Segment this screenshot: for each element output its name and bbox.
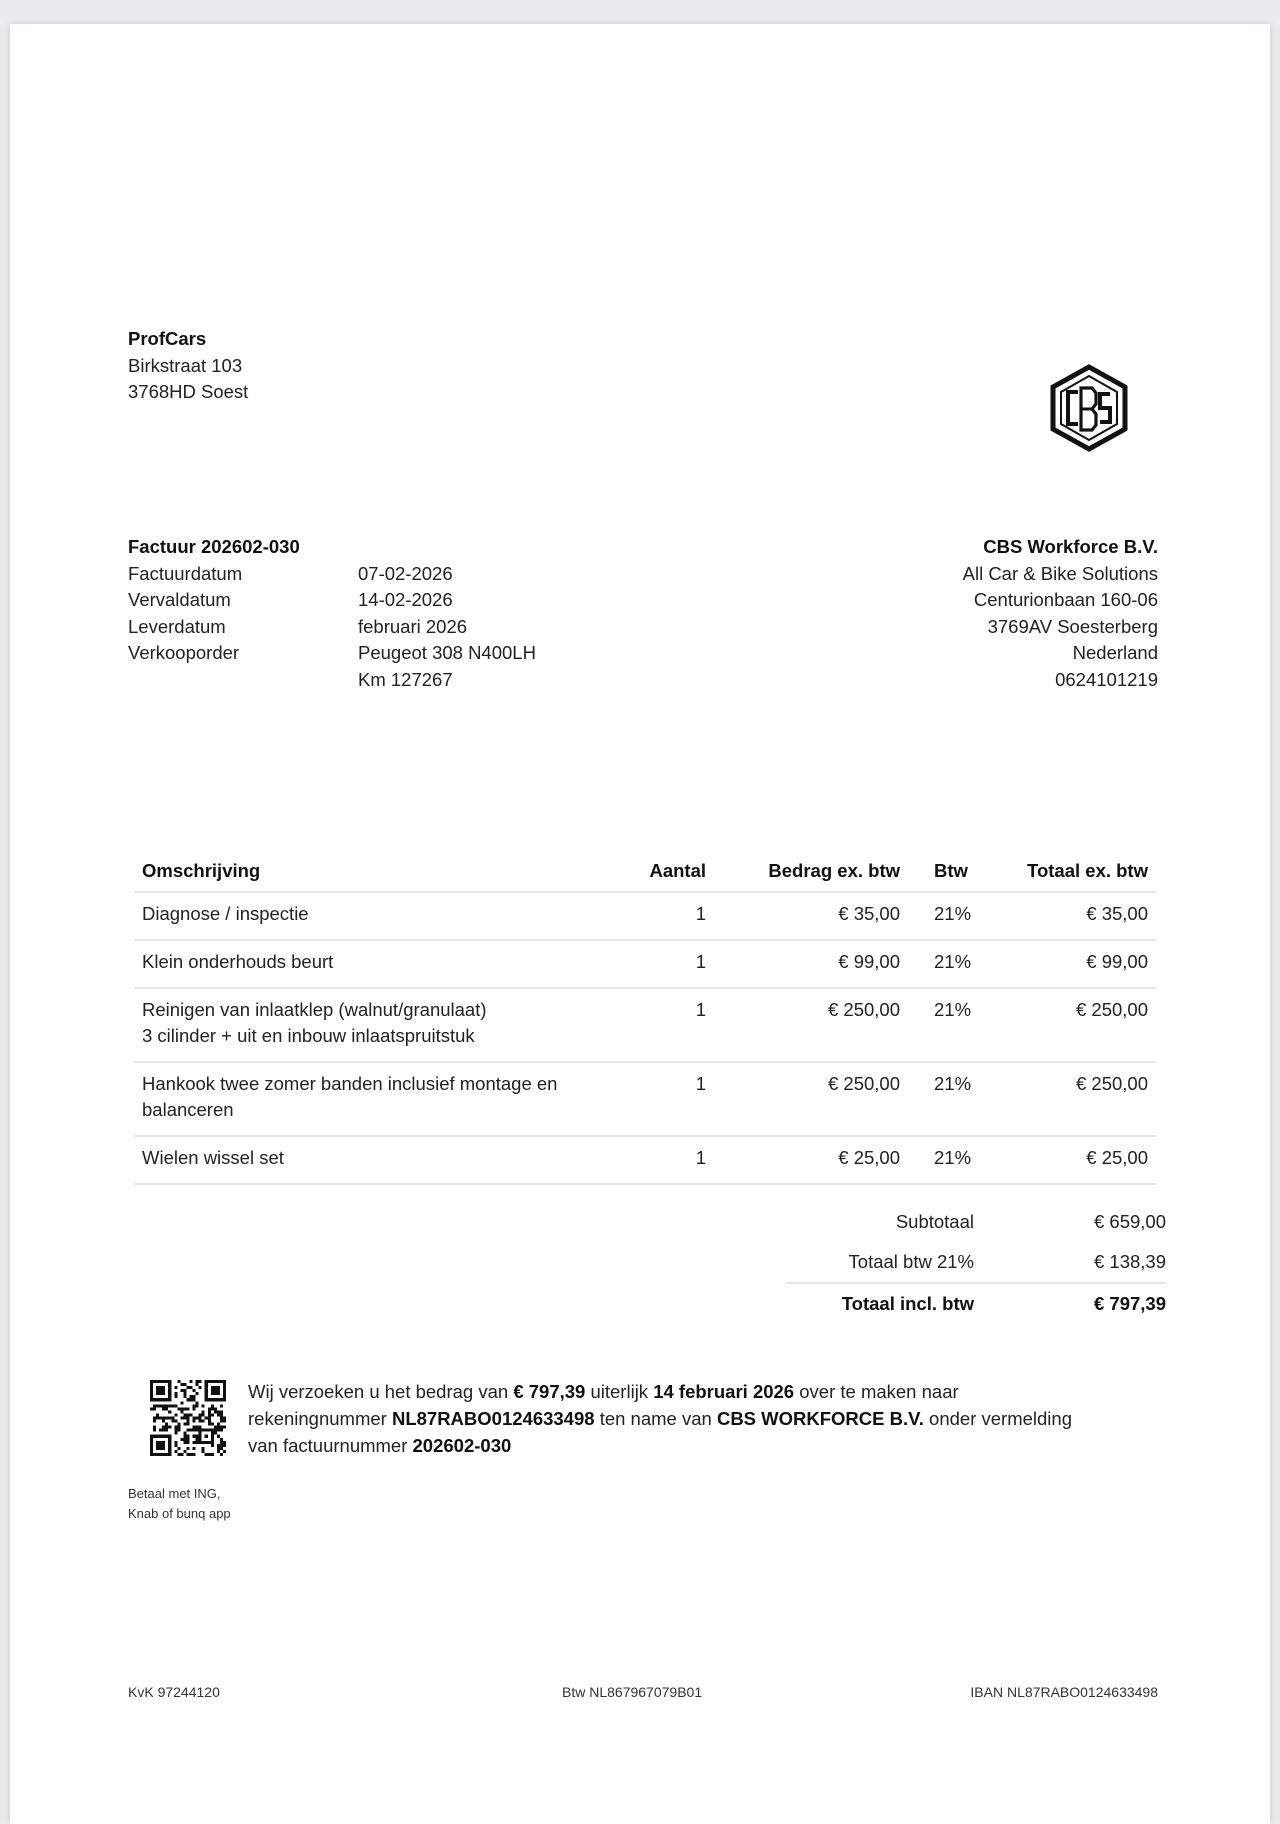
meta-value: 07-02-2026	[358, 562, 453, 584]
cell-vat: 21%	[908, 988, 1002, 1062]
line-items-table	[134, 851, 1156, 1185]
meta-label: Verkooporder	[128, 642, 240, 663]
company-street: Centurionbaan 160-06	[973, 589, 1158, 610]
cell-quantity: 1	[624, 1062, 722, 1136]
meta-label	[128, 667, 358, 694]
payment-due-date: 14 februari 2026	[653, 1381, 795, 1402]
meta-value: 14-02-2026	[358, 589, 453, 610]
payment-text: onder vermelding	[923, 1408, 1072, 1429]
cell-total: € 250,00	[1002, 988, 1156, 1062]
cell-vat: 21%	[908, 1136, 1002, 1184]
company-tagline: All Car & Bike Solutions	[962, 562, 1158, 584]
vat-total-label: Totaal btw 21%	[848, 1251, 974, 1272]
meta-value: Km 127267	[358, 668, 453, 690]
company-phone: 0624101219	[1055, 668, 1158, 690]
cell-amount: € 250,00	[722, 1062, 908, 1136]
table-header-row	[134, 851, 1156, 892]
meta-row-mileage	[128, 667, 536, 694]
payment-line-3	[248, 1432, 1148, 1459]
customer-city: 3768HD Soest	[128, 381, 249, 402]
cell-description	[134, 1062, 624, 1136]
qr-code-icon[interactable]	[150, 1380, 226, 1456]
footer-kvk: KvK 97244120	[128, 1684, 220, 1700]
col-vat: Btw	[908, 851, 1002, 892]
meta-label: Vervaldatum	[128, 589, 231, 610]
company-name: CBS Workforce B.V.	[983, 536, 1158, 557]
payment-text: van factuurnummer	[248, 1435, 413, 1456]
col-description: Omschrijving	[134, 851, 624, 892]
invoice-page	[10, 24, 1270, 1824]
subtotal-label: Subtotaal	[895, 1211, 974, 1232]
description-line: Hankook twee zomer banden inclusief montage en	[142, 1073, 558, 1094]
table-row	[134, 940, 1156, 988]
payment-text: Wij verzoeken u het bedrag van	[248, 1381, 514, 1402]
invoice-meta	[128, 534, 536, 693]
description-line: Klein onderhouds beurt	[142, 951, 334, 972]
cell-amount: € 25,00	[722, 1136, 908, 1184]
meta-value: Peugeot 308 N400LH	[358, 642, 536, 663]
meta-row-sales-order	[128, 640, 536, 667]
payment-instructions	[248, 1378, 1148, 1459]
totals-block	[786, 1202, 1166, 1324]
meta-value: februari 2026	[358, 615, 468, 637]
meta-label: Factuurdatum	[128, 562, 243, 584]
invoice-title: Factuur 202602-030	[128, 536, 300, 557]
cell-vat: 21%	[908, 940, 1002, 988]
company-country: Nederland	[1072, 642, 1158, 663]
payment-text: ten name van	[594, 1408, 717, 1429]
cell-quantity: 1	[624, 892, 722, 940]
table-row	[134, 892, 1156, 940]
payment-line-2	[248, 1405, 1148, 1432]
grand-total-row	[786, 1282, 1166, 1324]
col-total: Totaal ex. btw	[1002, 851, 1156, 892]
table-row	[134, 1136, 1156, 1184]
cell-total: € 99,00	[1002, 940, 1156, 988]
description-line: Reinigen van inlaatklep (walnut/granulaat)	[142, 999, 487, 1020]
customer-name: ProfCars	[128, 328, 207, 349]
cell-amount: € 250,00	[722, 988, 908, 1062]
payment-note-line: Betaal met ING,	[128, 1486, 221, 1501]
subtotal-value: € 659,00	[1093, 1211, 1166, 1232]
meta-row-due-date	[128, 587, 536, 614]
cell-quantity: 1	[624, 1136, 722, 1184]
description-line: Diagnose / inspectie	[142, 903, 309, 924]
cell-total: € 35,00	[1002, 892, 1156, 940]
vat-total-row	[786, 1242, 1166, 1282]
payment-amount: € 797,39	[513, 1381, 586, 1402]
payment-text: rekeningnummer	[248, 1408, 392, 1429]
table-row	[134, 988, 1156, 1062]
col-amount: Bedrag ex. btw	[722, 851, 908, 892]
payment-beneficiary: CBS WORKFORCE B.V.	[716, 1408, 924, 1429]
payment-invoice-number: 202602-030	[412, 1435, 512, 1456]
meta-label: Leverdatum	[128, 615, 226, 637]
cell-quantity: 1	[624, 940, 722, 988]
company-address	[963, 534, 1158, 693]
footer-vat-number: Btw NL867967079B01	[562, 1684, 703, 1700]
vat-total-value: € 138,39	[1093, 1251, 1166, 1272]
cell-total: € 250,00	[1002, 1062, 1156, 1136]
description-line: balanceren	[142, 1099, 234, 1120]
description-line: Wielen wissel set	[142, 1147, 284, 1168]
cell-amount: € 99,00	[722, 940, 908, 988]
subtotal-row	[786, 1202, 1166, 1242]
cell-description	[134, 1136, 624, 1184]
cbs-logo-icon	[1048, 364, 1130, 452]
footer-iban: IBAN NL87RABO0124633498	[970, 1684, 1158, 1700]
cell-quantity: 1	[624, 988, 722, 1062]
customer-address	[128, 326, 248, 406]
customer-street: Birkstraat 103	[128, 354, 243, 376]
payment-iban: NL87RABO0124633498	[391, 1408, 595, 1429]
company-city: 3769AV Soesterberg	[987, 615, 1158, 637]
cell-amount: € 35,00	[722, 892, 908, 940]
cell-total: € 25,00	[1002, 1136, 1156, 1184]
cell-description	[134, 892, 624, 940]
payment-line-1	[248, 1378, 1148, 1405]
grand-total-label: Totaal incl. btw	[841, 1293, 974, 1314]
description-line: 3 cilinder + uit en inbouw inlaatspruitstuk	[142, 1025, 475, 1046]
cell-vat: 21%	[908, 892, 1002, 940]
meta-row-invoice-date	[128, 561, 536, 588]
meta-row-delivery-date	[128, 614, 536, 641]
table-row	[134, 1062, 1156, 1136]
cell-vat: 21%	[908, 1062, 1002, 1136]
grand-total-value: € 797,39	[1093, 1293, 1166, 1314]
payment-text: over te maken naar	[794, 1381, 959, 1402]
cell-description	[134, 940, 624, 988]
payment-note-line: Knab of bunq app	[128, 1506, 231, 1521]
cell-description	[134, 988, 624, 1062]
payment-text: uiterlijk	[585, 1381, 654, 1402]
payment-app-note	[128, 1484, 231, 1524]
col-quantity: Aantal	[624, 851, 722, 892]
